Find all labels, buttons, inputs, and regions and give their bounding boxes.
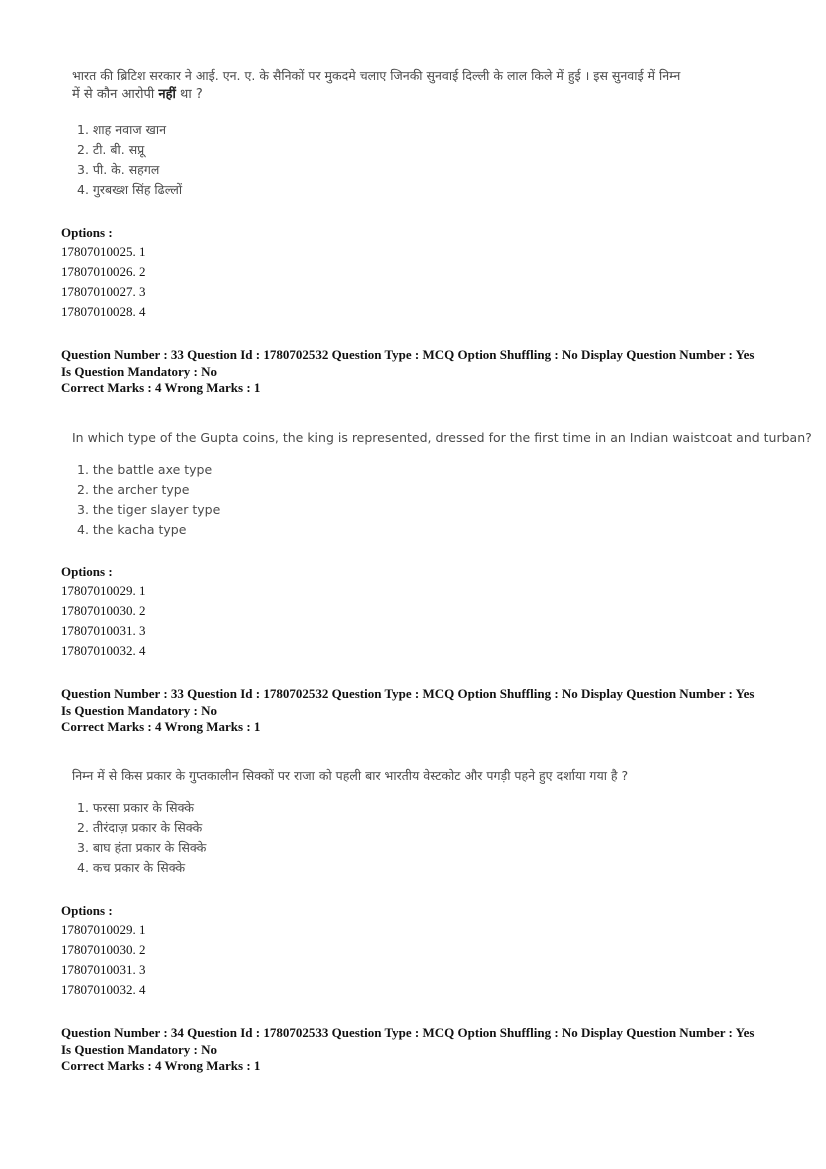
answer-choice: 2. तीरंदाज़ प्रकार के सिक्के [77,820,203,835]
option-item: 17807010028. 4 [61,304,146,319]
options-label: Options : [61,225,113,240]
options-label: Options : [61,564,113,579]
question-meta-line: Question Number : 33 Question Id : 1780702532 Question Type : MCQ Option Shuffling : No Display Question Number : Yes [61,686,755,701]
answer-choice: 3. the tiger slayer type [77,502,221,517]
answer-choices [77,120,182,200]
question-meta-line: Question Number : 33 Question Id : 1780702532 Question Type : MCQ Option Shuffling : No Display Question Number : Yes [61,347,755,362]
option-item: 17807010030. 2 [61,603,146,618]
option-item: 17807010025. 1 [61,244,146,259]
question-meta [61,347,781,397]
question-meta-line: Question Number : 34 Question Id : 1780702533 Question Type : MCQ Option Shuffling : No Display Question Number : Yes [61,1025,755,1040]
answer-choice: 2. टी. बी. सप्रू [77,142,145,157]
question-mandatory: Is Question Mandatory : No [61,1041,218,1057]
options-list [61,242,146,322]
option-item: 17807010026. 2 [61,264,146,279]
answer-choice: 4. गुरबख्श सिंह ढिल्लों [77,182,183,197]
question-marks: Correct Marks : 4 Wrong Marks : 1 [61,1058,261,1073]
option-item: 17807010027. 3 [61,284,146,299]
question-meta [61,1025,781,1075]
answer-choice: 1. फरसा प्रकार के सिक्के [77,800,195,815]
question-marks: Correct Marks : 4 Wrong Marks : 1 [61,380,261,395]
answer-choice: 1. शाह नवाज खान [77,122,167,137]
option-item: 17807010032. 4 [61,982,146,997]
answer-choices [77,798,206,878]
question-text-line-2 [72,85,792,104]
answer-choice: 4. कच प्रकार के सिक्के [77,860,186,875]
answer-choices [77,460,220,540]
answer-choice: 3. बाघ हंता प्रकार के सिक्के [77,840,207,855]
option-item: 17807010029. 1 [61,583,146,598]
options-list [61,581,146,661]
question-mandatory: Is Question Mandatory : No [61,702,218,718]
question-text: In which type of the Gupta coins, the king is represented, dressed for the first time in an Indian waistcoat and turban? [72,430,812,445]
option-item: 17807010031. 3 [61,623,146,638]
answer-choice: 4. the kacha type [77,522,187,537]
question-mandatory: Is Question Mandatory : No [61,363,218,379]
option-item: 17807010030. 2 [61,942,146,957]
option-item: 17807010029. 1 [61,922,146,937]
question-marks: Correct Marks : 4 Wrong Marks : 1 [61,719,261,734]
question-text-part: में से कौन आरोपी [72,87,159,102]
option-item: 17807010032. 4 [61,643,146,658]
question-text [72,66,792,104]
options-list [61,920,146,1000]
answer-choice: 2. the archer type [77,482,190,497]
question-meta [61,686,781,736]
answer-choice: 1. the battle axe type [77,462,213,477]
option-item: 17807010031. 3 [61,962,146,977]
question-text: निम्न में से किस प्रकार के गुप्तकालीन सिक्कों पर राजा को पहली बार भारतीय वेस्टकोट और पगड़ी पहने हुए दर्शाया गया है ? [72,768,629,783]
answer-choice: 3. पी. के. सहगल [77,162,160,177]
question-text-part: था ? [175,87,203,102]
options-label: Options : [61,903,113,918]
question-text-emphasis: नहीं [158,87,176,102]
question-text-line-1: भारत की ब्रिटिश सरकार ने आई. एन. ए. के सैनिकों पर मुकदमे चलाए जिनकी सुनवाई दिल्ली के लाल किले में हुई । इस सुनवाई में निम्न [72,68,681,83]
